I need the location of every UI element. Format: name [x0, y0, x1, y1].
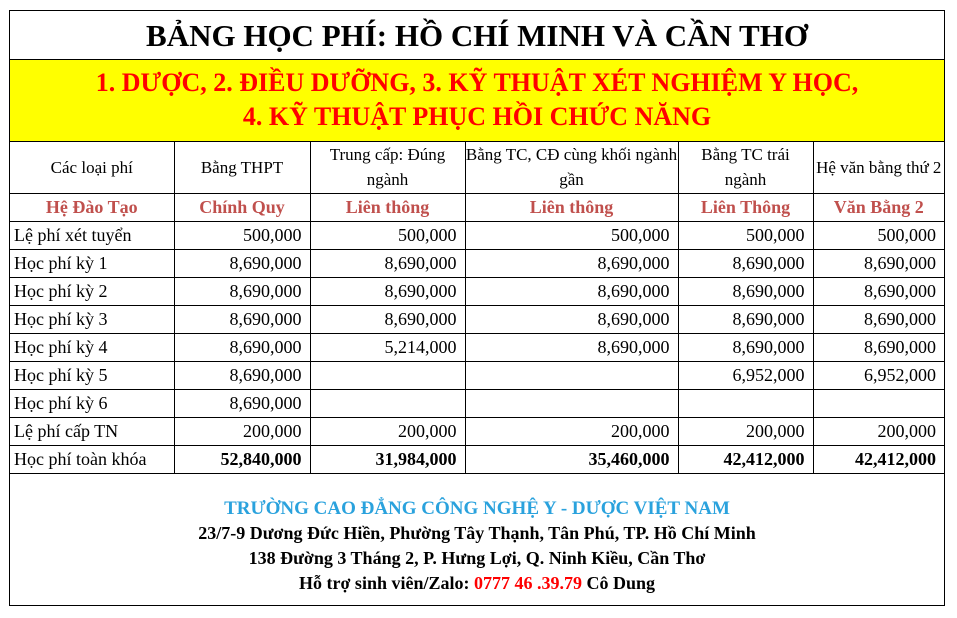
training-system-cell: Văn Bằng 2	[813, 193, 944, 221]
fee-row	[10, 249, 944, 277]
column-header: Hệ văn bằng thứ 2	[813, 142, 944, 193]
fee-label: Học phí kỳ 2	[10, 277, 174, 305]
fee-amount: 8,690,000	[813, 305, 944, 333]
fee-amount: 8,690,000	[465, 333, 678, 361]
fee-amount: 200,000	[678, 417, 813, 445]
fee-amount: 8,690,000	[174, 361, 310, 389]
column-header: Các loại phí	[10, 142, 174, 193]
fee-amount: 42,412,000	[813, 445, 944, 473]
fee-amount: 200,000	[174, 417, 310, 445]
programs-line-1: 1. DƯỢC, 2. ĐIỀU DƯỠNG, 3. KỸ THUẬT XÉT NGHIỆM Y HỌC,	[95, 68, 859, 97]
fee-amount: 200,000	[310, 417, 465, 445]
total-row	[10, 445, 944, 473]
fee-amount: 8,690,000	[174, 305, 310, 333]
fee-amount: 8,690,000	[678, 249, 813, 277]
contact-label: Hỗ trợ sinh viên/Zalo:	[298, 573, 470, 593]
fee-amount: 8,690,000	[465, 277, 678, 305]
fee-amount: 500,000	[678, 221, 813, 249]
fee-label: Học phí toàn khóa	[10, 445, 174, 473]
fee-label: Lệ phí cấp TN	[10, 417, 174, 445]
fee-row	[10, 417, 944, 445]
fee-amount: 8,690,000	[813, 333, 944, 361]
fee-amount: 6,952,000	[678, 361, 813, 389]
fee-amount	[310, 361, 465, 389]
fee-amount: 500,000	[174, 221, 310, 249]
fee-amount	[465, 361, 678, 389]
fee-amount: 8,690,000	[465, 305, 678, 333]
training-system-cell: Liên Thông	[678, 193, 813, 221]
fee-amount: 6,952,000	[813, 361, 944, 389]
training-system-cell: Chính Quy	[174, 193, 310, 221]
fee-amount: 8,690,000	[310, 305, 465, 333]
fee-amount	[310, 389, 465, 417]
fee-amount: 8,690,000	[678, 277, 813, 305]
fee-row	[10, 305, 944, 333]
fee-amount: 8,690,000	[310, 249, 465, 277]
school-name: TRƯỜNG CAO ĐẲNG CÔNG NGHỆ Y - DƯỢC VIỆT NAM	[224, 498, 730, 519]
column-header: Bằng THPT	[174, 142, 310, 193]
fee-amount: 8,690,000	[678, 305, 813, 333]
fee-amount: 8,690,000	[465, 249, 678, 277]
phone-number[interactable]: 0777 46 .39.79	[473, 573, 582, 593]
page-title: BẢNG HỌC PHÍ: HỒ CHÍ MINH VÀ CẦN THƠ	[10, 11, 944, 60]
fee-label: Học phí kỳ 5	[10, 361, 174, 389]
fee-amount: 8,690,000	[174, 277, 310, 305]
programs-line-2: 4. KỸ THUẬT PHỤC HỒI CHỨC NĂNG	[242, 102, 712, 131]
fee-amount	[678, 389, 813, 417]
programs-banner	[10, 60, 944, 142]
contact-name: Cô Dung	[586, 573, 655, 593]
fee-amount: 8,690,000	[813, 277, 944, 305]
fee-amount: 8,690,000	[310, 277, 465, 305]
fee-amount	[813, 389, 944, 417]
address-cantho: 138 Đường 3 Tháng 2, P. Hưng Lợi, Q. Ninh Kiều, Cần Thơ	[248, 548, 706, 568]
column-header: Trung cấp: Đúng ngành	[310, 142, 465, 193]
fee-amount: 42,412,000	[678, 445, 813, 473]
fee-amount: 500,000	[465, 221, 678, 249]
fee-label: Học phí kỳ 4	[10, 333, 174, 361]
column-header: Bằng TC, CĐ cùng khối ngành gần	[465, 142, 678, 193]
fee-amount: 52,840,000	[174, 445, 310, 473]
fee-row	[10, 361, 944, 389]
fee-amount: 8,690,000	[813, 249, 944, 277]
fee-row	[10, 389, 944, 417]
fee-amount: 200,000	[465, 417, 678, 445]
fee-amount: 500,000	[310, 221, 465, 249]
fee-row	[10, 221, 944, 249]
header-row	[10, 142, 944, 193]
fee-label: Học phí kỳ 3	[10, 305, 174, 333]
fee-row	[10, 333, 944, 361]
column-header: Bằng TC trái ngành	[678, 142, 813, 193]
training-system-row	[10, 193, 944, 221]
fee-amount: 5,214,000	[310, 333, 465, 361]
fee-amount: 500,000	[813, 221, 944, 249]
address-hcm: 23/7-9 Dương Đức Hiền, Phường Tây Thạnh, Tân Phú, TP. Hồ Chí Minh	[198, 523, 756, 543]
fee-amount: 31,984,000	[310, 445, 465, 473]
training-system-cell: Liên thông	[465, 193, 678, 221]
fee-amount	[465, 389, 678, 417]
fee-table	[10, 142, 944, 474]
fee-label: Học phí kỳ 1	[10, 249, 174, 277]
fee-amount: 8,690,000	[174, 249, 310, 277]
fee-amount: 200,000	[813, 417, 944, 445]
fee-amount: 8,690,000	[174, 389, 310, 417]
fee-label: Học phí kỳ 6	[10, 389, 174, 417]
training-system-cell: Liên thông	[310, 193, 465, 221]
tuition-table-frame	[9, 10, 945, 606]
fee-amount: 35,460,000	[465, 445, 678, 473]
fee-row	[10, 277, 944, 305]
fee-amount: 8,690,000	[174, 333, 310, 361]
fee-amount: 8,690,000	[678, 333, 813, 361]
support-contact	[10, 571, 944, 595]
fee-label: Lệ phí xét tuyển	[10, 221, 174, 249]
training-system-cell: Hệ Đào Tạo	[10, 193, 174, 221]
school-info	[10, 483, 944, 605]
